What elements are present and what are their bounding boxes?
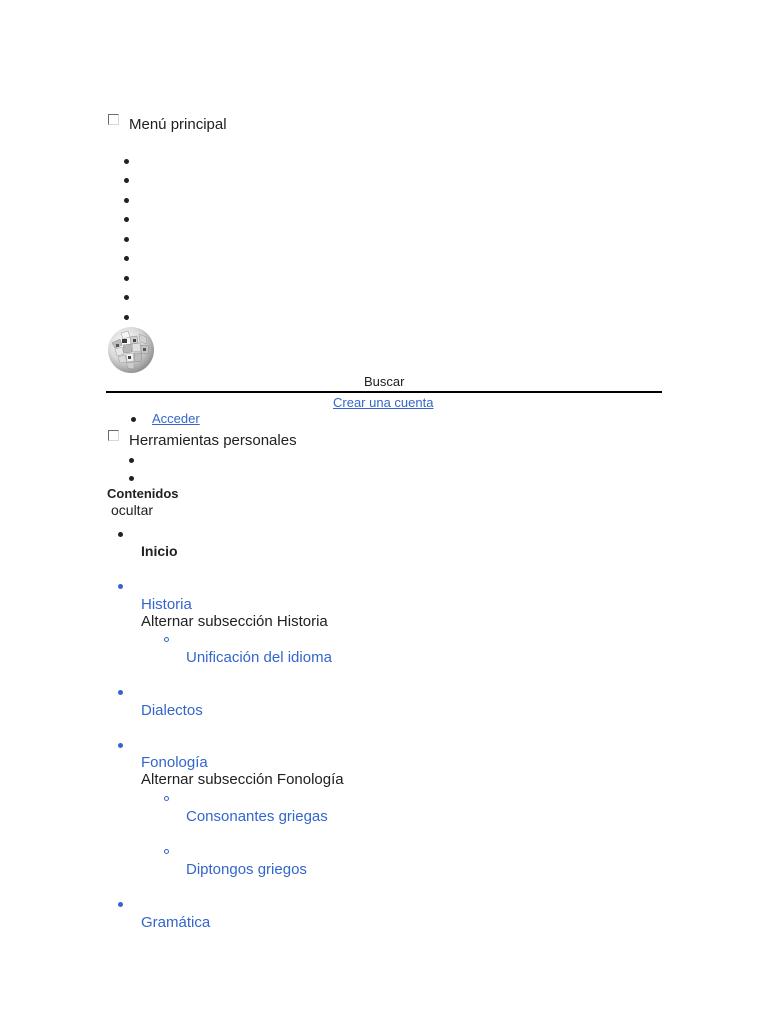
main-menu-checkbox[interactable] bbox=[108, 114, 119, 125]
toc-toggle-historia[interactable]: Alternar subsección Historia bbox=[141, 613, 328, 630]
toc-item-diptongos[interactable]: Diptongos griegos bbox=[186, 861, 307, 878]
list-item bbox=[129, 476, 134, 481]
search-divider bbox=[106, 391, 662, 393]
list-item bbox=[164, 849, 169, 854]
list-item bbox=[124, 159, 129, 164]
wikipedia-logo[interactable] bbox=[106, 325, 156, 375]
main-menu-label[interactable]: Menú principal bbox=[129, 116, 227, 133]
list-item bbox=[124, 256, 129, 261]
list-item bbox=[164, 637, 169, 642]
list-item bbox=[118, 902, 123, 907]
toc-item-dialectos[interactable]: Dialectos bbox=[141, 702, 203, 719]
personal-tools-label[interactable]: Herramientas personales bbox=[129, 432, 297, 449]
list-item bbox=[124, 178, 129, 183]
toc-item-consonantes[interactable]: Consonantes griegas bbox=[186, 808, 328, 825]
toc-title: Contenidos bbox=[107, 486, 179, 501]
list-item bbox=[118, 532, 123, 537]
list-item bbox=[124, 276, 129, 281]
list-item bbox=[124, 217, 129, 222]
list-item bbox=[118, 584, 123, 589]
list-item bbox=[118, 690, 123, 695]
list-item bbox=[124, 295, 129, 300]
list-item bbox=[118, 743, 123, 748]
toc-item-historia[interactable]: Historia bbox=[141, 596, 192, 613]
toc-item-unificacion[interactable]: Unificación del idioma bbox=[186, 649, 332, 666]
list-item bbox=[164, 796, 169, 801]
list-item bbox=[131, 417, 136, 422]
toc-hide-button[interactable]: ocultar bbox=[111, 502, 154, 518]
list-item bbox=[124, 237, 129, 242]
search-button[interactable]: Buscar bbox=[364, 374, 405, 389]
create-account-link[interactable]: Crear una cuenta bbox=[333, 395, 434, 410]
toc-item-inicio[interactable]: Inicio bbox=[141, 543, 178, 559]
toc-toggle-fonologia[interactable]: Alternar subsección Fonología bbox=[141, 771, 344, 788]
list-item bbox=[124, 315, 129, 320]
list-item bbox=[124, 198, 129, 203]
login-link[interactable]: Acceder bbox=[152, 411, 200, 426]
toc-item-gramatica[interactable]: Gramática bbox=[141, 914, 211, 931]
list-item bbox=[129, 458, 134, 463]
globe-icon bbox=[106, 325, 156, 375]
toc-item-fonologia[interactable]: Fonología bbox=[141, 754, 208, 771]
personal-tools-checkbox[interactable] bbox=[108, 430, 119, 441]
